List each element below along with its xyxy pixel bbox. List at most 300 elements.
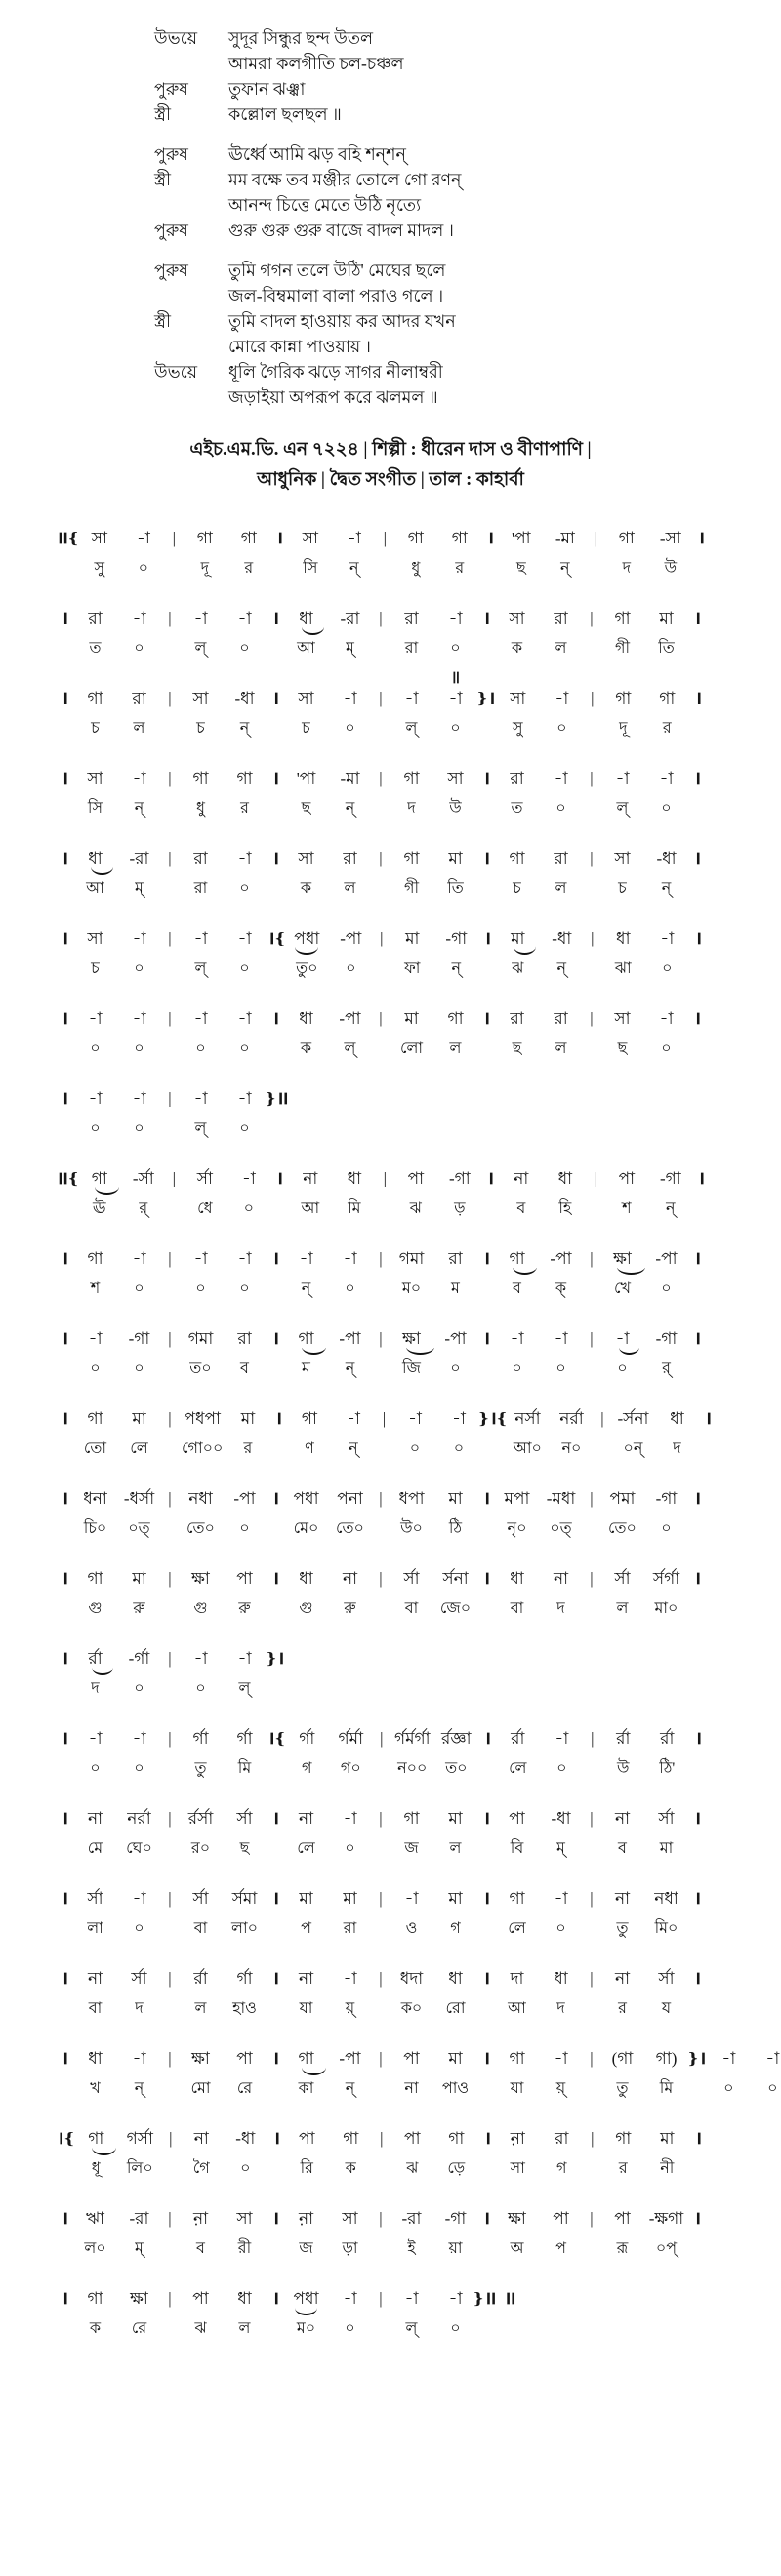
swara: গা [87,1409,103,1428]
syllable: লা [87,1920,103,1937]
syllable: দ [622,560,632,577]
bar-line: । [270,1809,280,1828]
bar-line: | [168,689,172,707]
swara: -মা [555,529,575,547]
syllable: ন্ [666,1200,676,1217]
syllable: ল [238,2320,251,2337]
syllable: ন্ [134,2080,144,2097]
credit-line-1: এইচ.এম.ভি. এন ৭২২৪ | শিল্পী : ধীরেন দাস ও বীণাপাণি | [189,440,592,460]
syllable: ল [449,1040,462,1057]
swara: -া [343,1969,357,1988]
syllable: চ [91,960,100,977]
bar-line: | [168,1809,172,1828]
bar-line: | [169,2129,173,2148]
note-cell [647,1489,685,1538]
note-cell [542,1249,580,1298]
note-cell [542,1889,580,1938]
note-cell [614,1409,652,1458]
note-cell [183,2129,221,2178]
note-cell [288,2129,326,2178]
bar-line: । [692,2209,702,2228]
syllable: দ [407,800,416,817]
bar-line: | [590,1809,594,1828]
swara: গা [91,1169,107,1187]
note-cell [182,1969,220,2018]
syllable: ল্ [238,1680,251,1697]
syllable: ব [196,2240,205,2257]
bar-line: | [379,769,383,787]
bar-line: । [481,2049,491,2068]
syllable: রি [300,2160,313,2177]
swara: -ধা [656,849,677,867]
syllable: রূ [616,2240,629,2257]
bar-line: }। [688,2049,707,2068]
note-cell [229,1169,267,1218]
note-cell [542,1329,580,1378]
notation-line-15 [59,1649,771,1703]
syllable: ঠি' [659,1760,676,1777]
note-cell [436,1249,474,1298]
syllable: গ০ [340,1760,361,1777]
syllable: ল [344,880,356,897]
bar-line: | [379,1969,383,1988]
bar-line: । [693,929,703,947]
bar-line: | [590,1969,594,1988]
syllable: র [240,800,249,817]
syllable: রে [131,2320,147,2337]
syllable: ছ [617,1040,628,1057]
syllable: প [301,1920,311,1937]
swara: -া [404,2289,419,2308]
note-cell [396,529,434,578]
note-cell [604,929,642,978]
swara: গা [240,529,257,547]
syllable: তি [658,640,675,657]
swara: গা [298,2049,314,2068]
syllable: ০ [195,1280,206,1297]
note-cell [120,1409,158,1458]
swara: -া [132,769,146,787]
swara: না [87,1809,103,1828]
bar-line: । [481,1969,491,1988]
swara: সা [91,529,107,547]
note-cell [182,1729,220,1778]
lyric-text: তুমি গগন তলে উঠি' মেঘের ছলে [228,261,446,280]
swara: মা [343,1889,357,1908]
bar-line: । [482,1729,492,1748]
swara: গা [509,1249,525,1268]
swara: -া [136,529,150,547]
speaker-label: উভয়ে [154,362,198,382]
syllable: গো০০ [182,1440,224,1457]
syllable: ন্ [301,1280,311,1297]
swara: সা [510,689,526,707]
swara: গা [448,2129,465,2148]
bar-line: ।{ [56,2129,74,2148]
syllable: ০প্ [655,2240,678,2257]
note-cell [120,1009,158,1058]
syllable: ০ [239,880,250,897]
credit-line-2: আধুনিক | দ্বৈত সংগীত | তাল : কাহার্বা [257,470,524,490]
note-cell [120,1969,158,2018]
syllable: ০ [134,1120,144,1137]
swara: রা [510,1009,524,1027]
swara: নর্রা [127,1809,151,1828]
note-cell [185,529,224,578]
syllable: ম্ [135,880,144,897]
note-cell [499,929,537,978]
note-cell [80,529,118,578]
swara: সা [87,769,103,787]
bar-line: । [60,2289,69,2308]
syllable: বি [510,1840,524,1857]
swara: পা [509,1809,525,1828]
swara: -া [448,689,463,707]
note-cell [392,689,431,738]
lyric-text: কল্লোল ছলছল ॥ [228,104,342,124]
syllable: ড়া [342,2240,358,2257]
bar-line: | [168,1729,172,1748]
swara: ন়া [298,2209,314,2228]
swara: গা [659,689,676,707]
swara: নর্রা [559,1409,584,1428]
swara: গা [87,2289,103,2308]
note-cell [120,1489,158,1538]
note-cell [392,1809,431,1858]
swara: -া [237,929,252,947]
syllable: ন্ [661,880,672,897]
syllable: রা [193,880,208,897]
swara: ধা [347,1169,362,1187]
note-cell [498,769,536,818]
speaker-label: স্ত্রী [154,104,172,124]
swara: র্সা [658,1969,675,1988]
bar-line: | [168,929,172,947]
lyric-line [154,283,781,308]
swara: রা [193,849,208,867]
syllable: ম [302,1360,310,1377]
note-cell [710,2049,748,2098]
bar-line: । [692,609,702,627]
note-cell [182,1089,220,1138]
syllable: চ [196,720,205,737]
bar-line: । [693,689,703,707]
bar-line: । [692,1969,702,1988]
syllable: ০ [661,1040,672,1057]
swara: -ধা [234,689,255,707]
note-cell [392,849,431,898]
note-cell [498,1809,536,1858]
swara: -া [510,1329,524,1348]
syllable: ন্ [556,960,567,977]
swara: -পা [339,1329,361,1348]
swara: মা [404,1009,419,1027]
note-cell [607,529,645,578]
syllable: আ [508,2000,526,2017]
swara: মা [659,609,674,627]
swara: -ক্ষগা [648,2209,684,2228]
note-cell [76,1889,114,1938]
note-cell [226,2049,264,2098]
note-cell [498,609,536,658]
note-cell [437,1729,475,1778]
swara: রা [510,769,524,787]
swara: ধনা [83,1489,107,1508]
note-cell [499,2129,537,2178]
syllable: মে০ [293,1520,319,1537]
syllable: হাও [232,2000,257,2017]
syllable: ল্ [194,1120,207,1137]
note-cell [120,689,158,738]
swara: -পা [233,1489,256,1508]
syllable: জি [402,1360,421,1377]
swara: -গা [445,929,468,947]
lyric-text: সুদূর সিন্ধুর ছন্দ উতল [228,28,374,48]
swara: -ধর্সা [123,1489,155,1508]
note-cell [182,1809,220,1858]
note-cell [229,529,267,578]
speaker-label [154,283,228,308]
syllable: গী [403,880,420,897]
swara: -া [88,1329,103,1348]
note-cell [543,689,581,738]
bar-line: | [168,609,172,627]
note-cell [287,1009,325,1058]
lyric-text: জড়াইয়া অপরূপ করে ঝলমল ॥ [228,387,438,407]
syllable: ০ [555,1920,566,1937]
note-cell [603,769,641,818]
swara: সা [614,849,631,867]
bar-line: | [168,769,172,787]
swara: -া [132,1089,146,1107]
syllable: ল [555,640,567,657]
note-cell [331,769,369,818]
bar-line: । [60,769,69,787]
note-cell [332,1729,370,1778]
note-cell [498,849,536,898]
swara: গা [87,689,103,707]
bar-line: | [168,1489,172,1508]
note-cell [331,1809,369,1858]
bar-line: । [482,2129,492,2148]
syllable: ০ [556,1760,567,1777]
notation-line-8 [59,1089,771,1143]
syllable: ০ [134,1040,144,1057]
syllable: সু [94,560,105,577]
note-cell [499,1729,537,1778]
syllable: বা [510,1600,524,1617]
speaker-label: পুরুষ [154,144,188,164]
note-cell [76,2289,114,2338]
swara: ক্ষা [130,2289,148,2308]
note-cell [76,689,114,738]
note-cell [332,929,370,978]
note-cell [287,2289,325,2338]
syllable: ছ [515,560,526,577]
swara: পা [404,2129,421,2148]
syllable: হি [558,1200,572,1217]
syllable: বা [404,1600,419,1617]
note-cell [287,1489,325,1538]
swara: সা [298,689,314,707]
bar-line: }।{ [479,1409,508,1428]
note-cell [392,769,431,818]
note-cell [542,849,580,898]
note-cell [334,1409,372,1458]
syllable: গৈ [192,2160,210,2177]
swara: মা [132,1569,146,1588]
syllable: ণ [305,1440,314,1457]
syllable: খে [614,1280,631,1297]
note-cell [436,849,474,898]
bar-line: । [692,1809,702,1828]
note-cell [185,1169,224,1218]
swara: গা [298,1329,314,1348]
syllable: ০ত্ [128,1520,150,1537]
swara: -া [343,1249,357,1268]
note-cell [287,1249,325,1298]
syllable: ঝ [406,2160,419,2177]
syllable: তু০ [296,960,318,977]
bar-line: }॥ ॥ [473,2289,516,2308]
syllable: ০ [239,1120,250,1137]
swara: -া [554,1889,568,1908]
notation-line-19 [59,1969,771,2023]
note-cell [287,1569,325,1618]
syllable: তো [83,1440,107,1457]
syllable: চ [513,880,521,897]
swara: -া [88,1009,103,1027]
note-cell [76,1649,114,1698]
syllable: ই [407,2240,416,2257]
swara: -পা [550,1249,572,1268]
bar-line: । [482,929,492,947]
bar-line: | [168,2049,172,2068]
note-cell [76,769,114,818]
bar-line: । [60,689,69,707]
syllable: দ [556,2000,565,2017]
syllable: ক০ [400,2000,423,2017]
swara: -া [343,1809,357,1828]
bar-line: | [382,1409,387,1428]
syllable: ০ন্ [623,1440,643,1457]
bar-line: । [481,1009,491,1027]
swara: না [342,1569,358,1588]
syllable: ঝা [614,960,632,977]
syllable: ন্ [560,560,570,577]
swara: -া [448,2289,463,2308]
bar-line: ।{ [267,1729,285,1748]
syllable: ত০ [189,1360,212,1377]
swara: -া [132,2049,146,2068]
swara: -া [241,1169,256,1187]
swara: -া [237,1089,252,1107]
note-cell [546,1169,584,1218]
note-cell [331,1329,369,1378]
note-cell [331,1489,369,1538]
notation-section [55,529,780,2343]
swara: গা [614,609,631,627]
note-cell [543,929,581,978]
bar-line: । [270,2049,280,2068]
note-cell [437,2129,475,2178]
syllable: লে [297,1840,315,1857]
syllable: ০ [134,640,144,657]
syllable: ০ [453,1440,465,1457]
syllable: মি০ [654,1920,678,1937]
swara: -রা [340,609,360,627]
syllable: শ [90,1280,101,1297]
syllable: গু [299,1600,313,1617]
swara: -া [193,1649,208,1668]
syllable: গী [614,640,631,657]
swara: -র্গা [128,1649,150,1668]
swara: ধা [237,2289,252,2308]
swara: -া [88,1089,103,1107]
swara: -া [237,1249,252,1268]
bar-line: }॥ [266,1089,290,1107]
notation-line-18 [59,1889,771,1943]
syllable: ০ [195,1680,206,1697]
note-cell [76,1489,114,1538]
syllable: দ [673,1440,681,1457]
syllable: জ [299,2240,313,2257]
bar-line: । [274,1409,283,1428]
syllable: তে০ [336,1520,364,1537]
syllable: ধূ [91,2160,101,2177]
syllable: ব [516,1200,526,1217]
note-cell [396,1169,434,1218]
syllable: ল্ [194,960,207,977]
speaker-label: উভয়ে [154,28,198,48]
bar-line: | [590,2209,594,2228]
note-cell [436,1569,474,1618]
note-cell [603,1249,641,1298]
note-cell [509,1409,547,1458]
syllable: র [662,720,672,737]
syllable: ল [194,2000,207,2017]
syllable: ল্ [405,720,418,737]
syllable: ফা [404,960,421,977]
bar-line: | [379,1569,383,1588]
swara: রা [554,849,568,867]
swara: র্রা [616,1729,631,1748]
note-cell [120,929,158,978]
notation-line-2 [59,609,771,663]
bar-line: । [270,1009,280,1027]
syllable: ০ [243,1200,255,1217]
note-cell [291,529,329,578]
note-cell [436,1489,474,1538]
note-cell [331,609,369,658]
syllable: লে [509,1760,527,1777]
swara: না [514,1169,529,1187]
swara: র্সা [87,1889,103,1908]
bar-line: । [270,769,280,787]
syllable: ন্ [451,960,462,977]
note-cell [395,1409,433,1458]
swara: মা [448,1809,463,1828]
syllable: রী [237,2240,252,2257]
lyric-line [154,167,781,192]
syllable: খ [90,2080,101,2097]
syllable: নী [660,2160,675,2177]
syllable: ঘে০ [126,1840,152,1857]
swara: -া [88,1729,103,1748]
syllable: চ [618,880,627,897]
syllable: চ [302,720,310,737]
swara: না [614,1969,631,1988]
